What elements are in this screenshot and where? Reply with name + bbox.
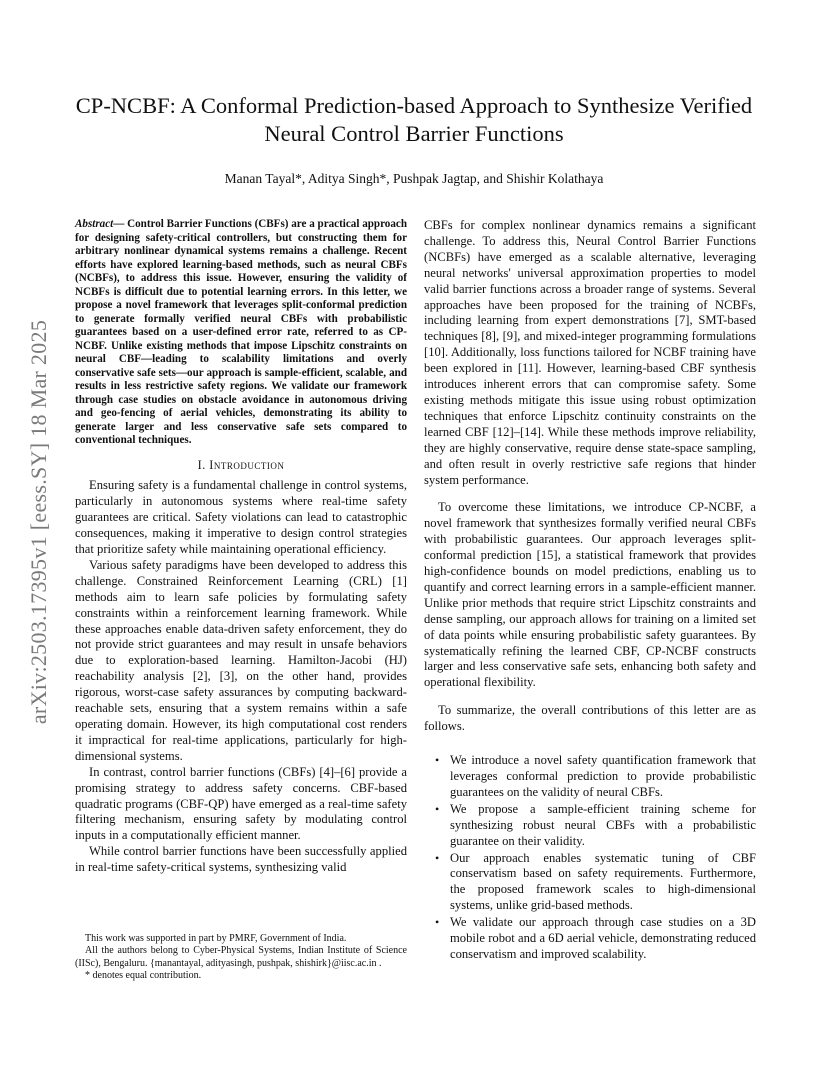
list-item <box>435 850 756 915</box>
list-item <box>435 753 756 801</box>
bullet-icon: • <box>435 850 440 865</box>
paragraph: While control barrier functions have been successfully applied in real-time safety-critical systems, synthesizing valid <box>75 844 407 875</box>
list-item <box>435 915 756 963</box>
arxiv-sidebar <box>22 262 56 782</box>
section-title: Introduction <box>209 457 285 472</box>
abstract-text: — Control Barrier Functions (CBFs) are a practical approach for designing safety-critical controllers, but constructing them for arbitrary nonlinear dynamical systems remains a challenge. Recent efforts have explored learning-based methods, such as neural CBFs (NCBFs), to address this issue. However, ensuring the validity of NCBFs is difficult due to potential learning errors. In this letter, we propose a novel framework that leverages split-conformal prediction to generate formally verified neural CBFs with probabilistic guarantees based on a user-defined error rate, referred to as CP-NCBF. Unlike existing methods that impose Lipschitz constraints on neural CBF—leading to scalability limitations and overly conservative safe sets—our approach is sample-efficient, scalable, and results in less restrictive safety regions. We validate our framework through case studies on obstacle avoidance in autonomous driving and geo-fencing of aerial vehicles, demonstrating its ability to generate larger and less conservative safe sets compared to conventional techniques. <box>75 218 407 446</box>
bullet-icon: • <box>435 801 440 816</box>
author-list: Manan Tayal*, Aditya Singh*, Pushpak Jagtap, and Shishir Kolathaya <box>224 171 604 186</box>
list-item <box>435 801 756 850</box>
paragraph: CBFs for complex nonlinear dynamics remains a significant challenge. To address this, Neural Control Barrier Functions (NCBFs) have emerged as a scalable alternative, leveraging neural networks' universal approximation properties to model valid barrier functions across a broader range of systems. Several approaches have been proposed for the training of NCBFs, including learning from expert demonstrations [7], SMT-based techniques [8], [9], and mixed-integer programming formulations [10]. Additionally, loss functions tailored for NCBF training have been explored in [11]. However, learning-based CBF synthesis introduces inherent errors that can compromise safety. Some existing methods mitigate this issue using robust optimization techniques that enforce Lipschitz continuity constraints on the learned CBF [12]–[14]. While these methods improve reliability, they are highly conservative, require dense state-space sampling, and often result in overly restrictive safe regions that hinder system performance. <box>424 218 756 487</box>
section-heading-introduction <box>75 458 407 474</box>
list-item-text: We validate our approach through case studies on a 3D mobile robot and a 6D aerial vehicle, demonstrating reduced conservatism and improved scalability. <box>450 915 756 961</box>
left-column <box>75 218 407 876</box>
paper-title <box>60 92 768 148</box>
paragraph: To overcome these limitations, we introduce CP-NCBF, a novel framework that synthesizes formally verified neural CBFs with probabilistic guarantees. Our approach leverages split-conformal prediction [15], a statistical framework that provides high-confidence bounds on model predictions, enabling us to quantify and correct learning errors in a sample-efficient manner. Unlike prior methods that require strict Lipschitz constraints and dense sampling, our approach allows for training on a limited set of data points while ensuring probabilistic safety guarantees. By systematically refining the learned CBF, CP-NCBF constructs larger and less conservative safe sets, enhancing both safety and operational flexibility. <box>424 500 756 690</box>
paragraph: In contrast, control barrier functions (CBFs) [4]–[6] provide a promising strategy to address safety concerns. CBF-based quadratic programs (CBF-QP) have emerged as a real-time safety filtering mechanism, ensuring safety by modulating control inputs in a computationally efficient manner. <box>75 764 407 843</box>
contributions-list <box>424 753 756 963</box>
footnote-funding: This work was supported in part by PMRF, Government of India. <box>85 933 347 944</box>
bullet-icon: • <box>435 753 440 768</box>
paragraph: To summarize, the overall contributions of this letter are as follows. <box>424 703 756 734</box>
arxiv-identifier: arXiv:2503.17395v1 [eess.SY] 18 Mar 2025 <box>26 319 51 725</box>
section-number: I. <box>197 457 210 472</box>
list-item-text: Our approach enables systematic tuning of CBF conservatism based on safety requirements. Furthermore, the proposed framework scales to high-dimensional systems, unlike grid-based methods. <box>450 850 756 913</box>
footnote-equal-contribution: * denotes equal contribution. <box>85 969 202 981</box>
bullet-icon: • <box>435 915 440 930</box>
right-column <box>424 218 756 964</box>
list-item-text: We introduce a novel safety quantification framework that leverages conformal prediction to provide probabilistic guarantees on the validity of neural CBFs. <box>450 753 756 799</box>
paragraph: Various safety paradigms have been developed to address this challenge. Constrained Reinforcement Learning (CRL) [1] methods aim to learn safe policies by formulating safety constraints within a reinforcement learning framework. While these approaches enable data-driven safety enforcement, they do not provide strict guarantees and may result in unsafe behaviors due to exploration-based learning. Hamilton-Jacobi (HJ) reachability analysis [2], [3], on the other hand, provides rigorous, worst-case safety assurances by computing backward-reachable sets, ensuring that a system remains within a safe operating domain. However, its high computational cost renders it impractical for real-time applications, particularly for high-dimensional systems. <box>75 557 407 763</box>
title-line-1: CP-NCBF: A Conformal Prediction-based Approach to Synthesize Verified <box>75 93 753 118</box>
title-line-2: Neural Control Barrier Functions <box>264 121 564 146</box>
paragraph: Ensuring safety is a fundamental challenge in control systems, particularly in autonomous systems where real-time safety guarantees are critical. Safety violations can lead to catastrophic consequences, making it imperative to design control strategies that prioritize safety while maintaining operational efficiency. <box>75 478 407 557</box>
footnote-affiliation: All the authors belong to Cyber-Physical Systems, Indian Institute of Science (IISc), Bengaluru. {manantayal, adityasingh, pushpak, shishirk}@iisc.ac.in . <box>75 945 407 969</box>
list-item-text: We propose a sample-efficient training scheme for synthesizing robust neural CBFs with a probabilistic guarantee on their validity. <box>450 801 756 848</box>
abstract <box>75 218 407 448</box>
footnotes <box>75 933 407 982</box>
abstract-label: Abstract <box>75 218 114 230</box>
